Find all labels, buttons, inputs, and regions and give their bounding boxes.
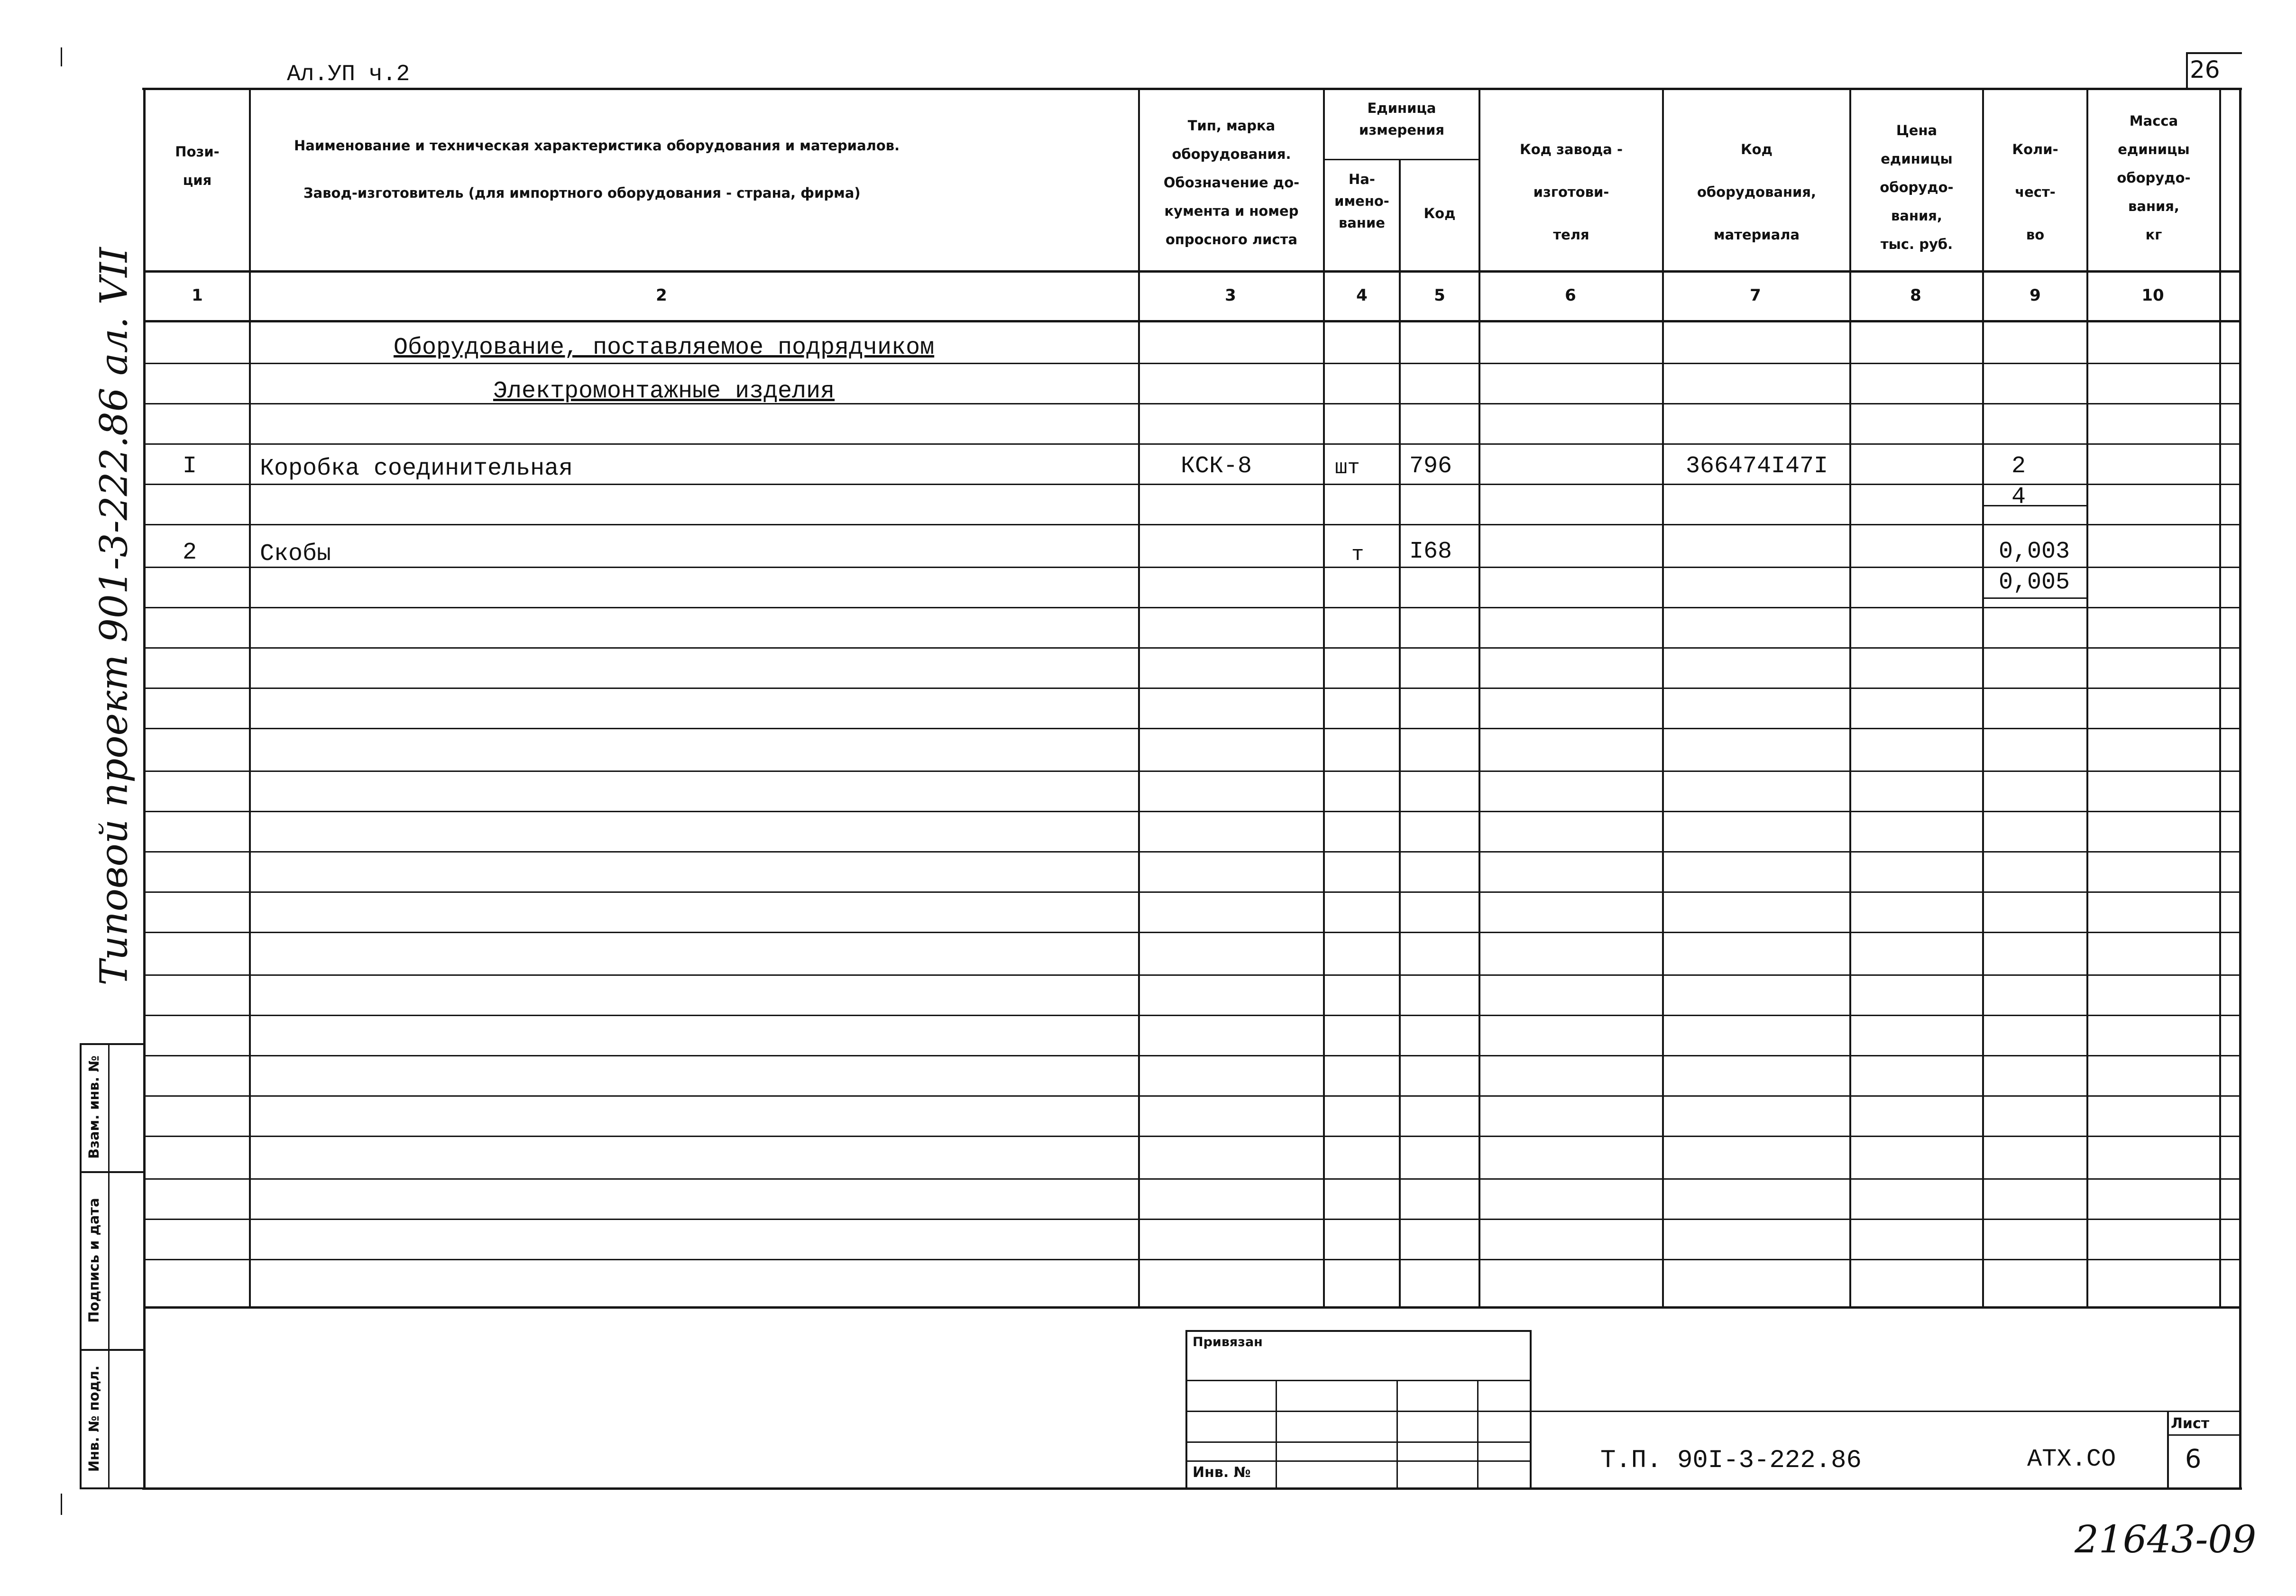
side-project-title: Типовой проект 901-3-222.86 ал. VII <box>92 247 136 986</box>
subsection-title: Электромонтажные изделия <box>493 378 835 405</box>
inventory-label: Инв. № <box>1193 1464 1251 1481</box>
column-number: 4 <box>1356 286 1368 305</box>
header-unit-group: Единица измерения <box>1359 100 1444 138</box>
stamp-sign-date: Подпись и дата <box>86 1198 102 1323</box>
column-number: 8 <box>1910 286 1921 305</box>
column-number: 3 <box>1225 286 1236 305</box>
row-name: Коробка соединительная <box>260 455 573 482</box>
header-manufacturer-code: Код завода - изготови- теля <box>1520 141 1623 243</box>
stamp-inv-original: Инв. № подл. <box>86 1365 102 1472</box>
row-type: КСК-8 <box>1181 453 1252 480</box>
row-position: I <box>183 453 197 480</box>
row-unit-code: I68 <box>1409 538 1452 565</box>
section-title: Оборудование, поставляемое подрядчиком <box>394 334 935 361</box>
row-unit: т <box>1351 543 1364 567</box>
header-name-line1: Наименование и техническая характеристика оборудования и материалов. <box>294 138 900 154</box>
column-number: 7 <box>1750 286 1761 305</box>
row-quantity-secondary: 4 <box>2011 484 2026 511</box>
column-number: 5 <box>1434 286 1445 305</box>
row-position: 2 <box>183 539 197 566</box>
header-type: Тип, марка оборудования. Обозначение до- кумента и номер опросного листа <box>1163 118 1300 248</box>
document-reference: Ал.УП ч.2 <box>287 62 410 87</box>
header-unit-price: Цена единицы оборудо- вания, тыс. руб. <box>1880 122 1954 252</box>
header-position: Пози- ция <box>175 144 220 188</box>
column-number: 6 <box>1565 286 1576 305</box>
row-quantity-secondary: 0,005 <box>1999 569 2070 596</box>
header-unit-mass: Масса единицы оборудо- вания, кг <box>2117 113 2191 243</box>
column-number: 2 <box>656 286 667 305</box>
sheet-label: Лист <box>2171 1415 2210 1432</box>
bound-label: Привязан <box>1193 1335 1263 1349</box>
document-mark: АТХ.СО <box>2027 1445 2116 1473</box>
stamp-inv-replace: Взам. инв. № <box>86 1055 102 1159</box>
document-code: Т.П. 90I-3-222.86 <box>1600 1446 1862 1475</box>
row-quantity: 0,003 <box>1999 538 2070 565</box>
row-unit-code: 796 <box>1409 453 1452 480</box>
column-number: 9 <box>2030 286 2041 305</box>
row-quantity: 2 <box>2011 453 2026 480</box>
handwritten-archive-number: 21643-09 <box>2075 1517 2257 1561</box>
header-equipment-code: Код оборудования, материала <box>1697 141 1817 243</box>
page-number: 26 <box>2190 56 2220 83</box>
column-number: 10 <box>2141 286 2164 305</box>
header-unit-name: На- имено- вание <box>1334 171 1389 231</box>
column-number: 1 <box>192 286 203 305</box>
sheet-number: 6 <box>2185 1444 2202 1474</box>
header-unit-code: Код <box>1424 205 1456 221</box>
header-name-line2: Завод-изготовитель (для импортного оборудования - страна, фирма) <box>303 185 861 201</box>
header-quantity: Коли- чест- во <box>2012 141 2058 243</box>
row-unit: шт <box>1335 456 1360 480</box>
row-equipment-code: 366474I47I <box>1686 453 1828 480</box>
row-name: Скобы <box>260 541 331 568</box>
